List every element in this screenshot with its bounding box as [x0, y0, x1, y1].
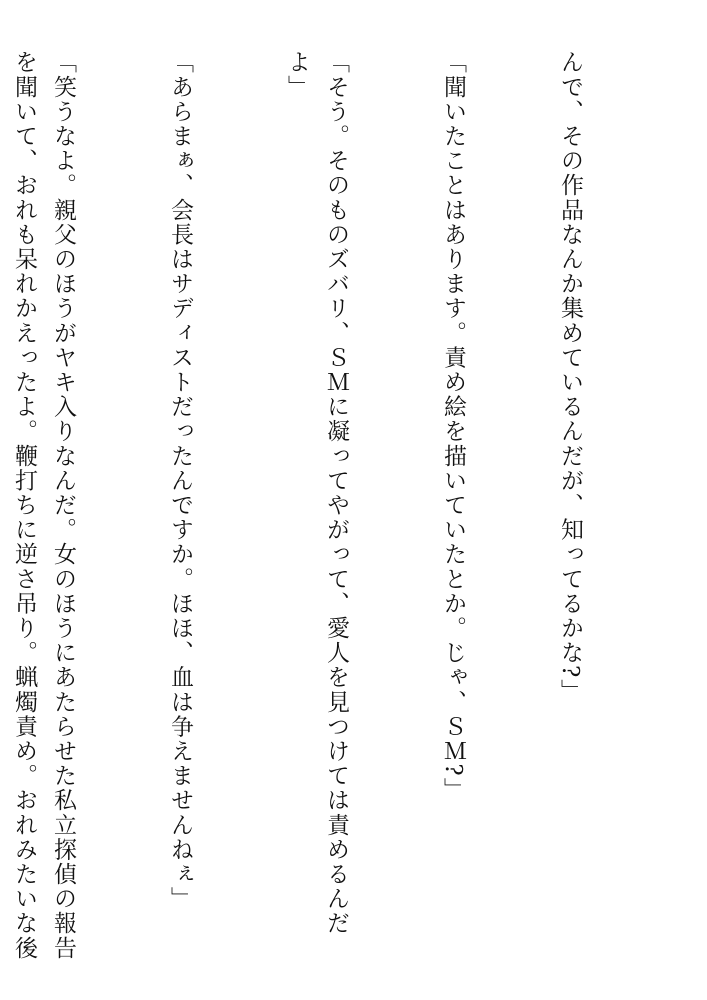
paragraph-2: 「聞いたことはあります。責め絵を描いていたとか。じゃ、ＳＭ?」 — [440, 50, 466, 802]
paragraph-1: んで、その作品なんか集めているんだが、知ってるかな?」 — [557, 50, 583, 704]
vertical-text-body — [0, 50, 667, 970]
paragraph-4: 「あらまぁ、会長はサディストだったんですか。ほほ、血は争えませんねぇ」 — [167, 50, 193, 911]
paragraph-3: 「そう。そのものズバリ、ＳＭに凝ってやがって、愛人を見つけては責めるんだよ」 — [284, 50, 349, 936]
paragraph-5: 「笑うなよ。親父のほうがヤキ入りなんだ。女のほうにあたらせた私立探偵の報告を聞いて、おれも呆れかえったよ。鞭打ちに逆さ吊り。蝋燭責め。おれみたいな後 — [11, 50, 76, 961]
